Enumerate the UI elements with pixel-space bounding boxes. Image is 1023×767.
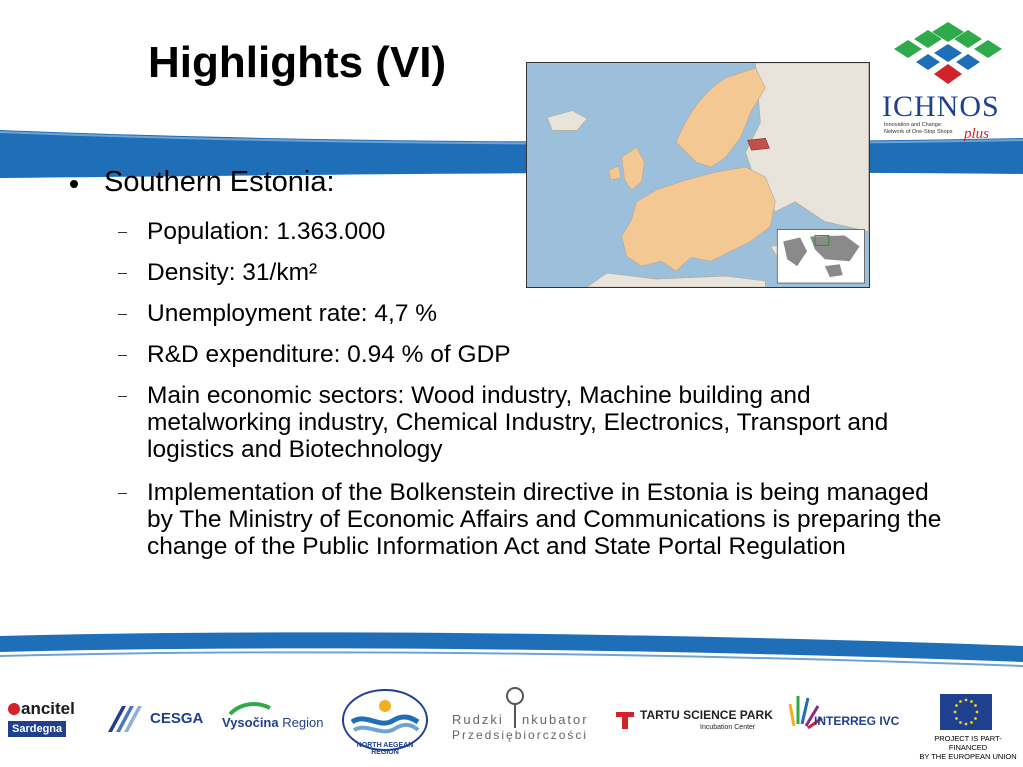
sub-item-text: Implementation of the Bolkenstein directive in Estonia is being managed by The Ministry of Economic Affairs and Communications is preparing the change of the Public Information Act and State Portal Regulation	[147, 479, 942, 560]
rudzki-name: Rudzki	[452, 712, 504, 727]
ichnos-tagline-2: Network of One-Stop Shops	[884, 129, 953, 135]
partner-logos-footer	[0, 680, 1023, 767]
interreg-name: INTERREG IVC	[814, 714, 900, 728]
rudzki-inkubator: nkubator	[522, 712, 589, 727]
vysocina-name: Vysočina	[222, 715, 279, 730]
ichnos-plus-logo	[878, 20, 1018, 152]
sub-item-text: R&D expenditure: 0.94 % of GDP	[147, 341, 511, 368]
vysocina-logo	[222, 702, 322, 738]
eu-caption-line-1: PROJECT IS PART-FINANCED	[934, 734, 1002, 752]
dash-icon	[118, 232, 127, 233]
vysocina-region: Region	[282, 715, 324, 730]
tartu-science-park-logo	[614, 706, 774, 740]
tartu-mark-icon	[614, 708, 636, 730]
bottom-swoosh-band	[0, 626, 1023, 676]
cesga-logo	[104, 702, 204, 738]
tartu-name: TARTU SCIENCE PARK	[640, 708, 773, 722]
dash-icon	[118, 396, 127, 397]
eu-caption-line-2: BY THE EUROPEAN UNION	[919, 752, 1017, 761]
sub-item-text: Unemployment rate: 4,7 %	[147, 300, 438, 327]
cesga-name: CESGA	[150, 710, 204, 727]
dash-icon	[118, 314, 127, 315]
rudzki-inkubator-logo	[450, 686, 595, 746]
dash-icon	[118, 493, 127, 494]
ancitel-logo	[8, 700, 92, 742]
dash-icon	[118, 355, 127, 356]
sub-item-text: Main economic sectors: Wood industry, Machine building and metalworking industry, Chemical Industry, Electronics, Transport and logistics and Biotechnology	[147, 382, 889, 463]
sub-item-text: Density: 31/km²	[147, 259, 318, 286]
vysocina-swoosh-icon	[228, 702, 272, 716]
eu-flag-icon	[940, 694, 992, 730]
bullet-dot-icon	[70, 180, 78, 188]
ichnos-diamond-icon	[894, 22, 1002, 84]
eu-financing-logo	[918, 694, 1018, 764]
slide-title: Highlights (VI)	[148, 38, 447, 87]
tartu-subtitle: Incubation Center	[700, 724, 756, 731]
ancitel-sardegna: Sardegna	[8, 721, 66, 737]
north-aegean-logo	[336, 686, 434, 758]
ancitel-dot-icon	[8, 703, 20, 715]
ichnos-tagline-1: Innovation and Change:	[884, 122, 943, 128]
ichnos-plus: plus	[964, 126, 990, 142]
dash-icon	[118, 273, 127, 274]
eu-caption	[918, 734, 1018, 761]
rudzki-subtitle: Przedsiębiorczości	[452, 728, 589, 742]
bullet-text: Southern Estonia:	[104, 166, 335, 198]
north-aegean-name: NORTH AEGEAN REGION	[356, 742, 414, 756]
ichnos-name: ICHNOS	[882, 90, 1000, 123]
interreg-logo	[788, 692, 908, 738]
europe-map	[526, 62, 870, 288]
cesga-stripes-icon	[104, 702, 148, 736]
ancitel-name: ancitel	[21, 699, 75, 718]
sub-item-text: Population: 1.363.000	[147, 218, 386, 245]
